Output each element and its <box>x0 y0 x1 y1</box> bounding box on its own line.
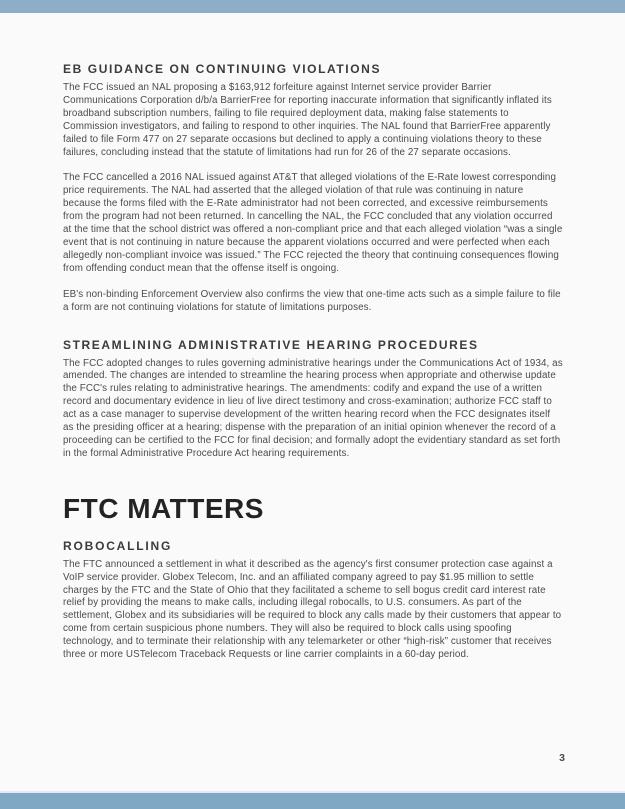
top-accent-bar <box>0 0 625 13</box>
section-streamlining-hearings <box>63 338 563 461</box>
section-heading: STREAMLINING ADMINISTRATIVE HEARING PROCEDURES <box>63 337 479 352</box>
paragraph: The FCC adopted changes to rules governing administrative hearings under the Communications Act of 1934, as amended. The changes are intended to streamline the hearing process when appropriate and otherwise update the FCC's rules relating to administrative hearings. The amendments: codify and expand the use of a written record and documentary evidence in lieu of live direct testimony and cross-examination; authorize FCC staff to act as a case manager to supervise development of the written hearing record when the FCC designates itself as the presiding officer at a hearing; dispense with the preparation of an initial opinion whenever the record of a proceeding can be certified to the FCC for final decision; and formally adopt the evidentiary standard as set forth in the formal Administrative Procedure Act hearing requirements. <box>63 357 563 459</box>
section-eb-guidance <box>63 62 563 315</box>
paragraph: The FCC issued an NAL proposing a $163,912 forfeiture against Internet service provider Barrier Communications Corporation d/b/a BarrierFree for reporting inaccurate information that significantly inflated its broadband subscription numbers, failing to file required deployment data, making false statements to Commission investigators, and failing to respond to other inquiries. The NAL found that BarrierFree apparently failed to file Form 477 on 27 separate occasions but declined to apply a continuing violations theory to these failures, concluding instead that the statute of limitations had run for 26 of the 27 separate occasions. <box>63 82 552 158</box>
bottom-accent-bar <box>0 791 625 809</box>
page-content <box>63 62 563 662</box>
ftc-matters-title: FTC MATTERS <box>63 492 264 524</box>
section-ftc-matters <box>63 492 563 662</box>
paragraph: EB's non-binding Enforcement Overview also confirms the view that one-time acts such as a simple failure to file a form are not continuing violations for statute of limitations purposes. <box>63 288 561 313</box>
paragraph: The FTC announced a settlement in what it described as the agency's first consumer protection case against a VoIP service provider. Globex Telecom, Inc. and an affiliated company agreed to pay $1.95 million to settle charges by the FTC and the State of Ohio that they facilitated a scheme to sell bogus credit card interest rate relief by providing the means to make calls, including illegal robocalls, to U.S. consumers. As part of the settlement, Globex and its subsidiaries will be required to block any calls made by their customers that appear to come from certain suspicious phone numbers. They will also be required to block calls using spoofing technology, and to terminate their relationship with any telemarketer or other “high-risk” customer that receives three or more USTelecom Traceback Requests or line carrier complaints in a 60-day period. <box>63 558 562 661</box>
page-number: 3 <box>559 752 565 764</box>
section-heading: EB GUIDANCE ON CONTINUING VIOLATIONS <box>63 62 382 76</box>
paragraph: The FCC cancelled a 2016 NAL issued against AT&T that alleged violations of the E-Rate lowest corresponding price requirements. The NAL had asserted that the alleged violation of that rule was continuing in nature because the forms filed with the E-Rate administrator had not been corrected, and excessive reimbursements from the program had not been returned. In cancelling the NAL, the FCC concluded that any violation occurred at the time that the school district was offered a non-compliant price and that each alleged violation “was a single event that is not continuing in nature because the apparent violations occurred and were perfected when each allegedly non-compliant invoice was issued.” The FCC rejected the theory that continuing consequences flowing from offending conduct mean that the offense itself is ongoing. <box>63 172 563 274</box>
robocalling-heading: ROBOCALLING <box>63 538 173 553</box>
